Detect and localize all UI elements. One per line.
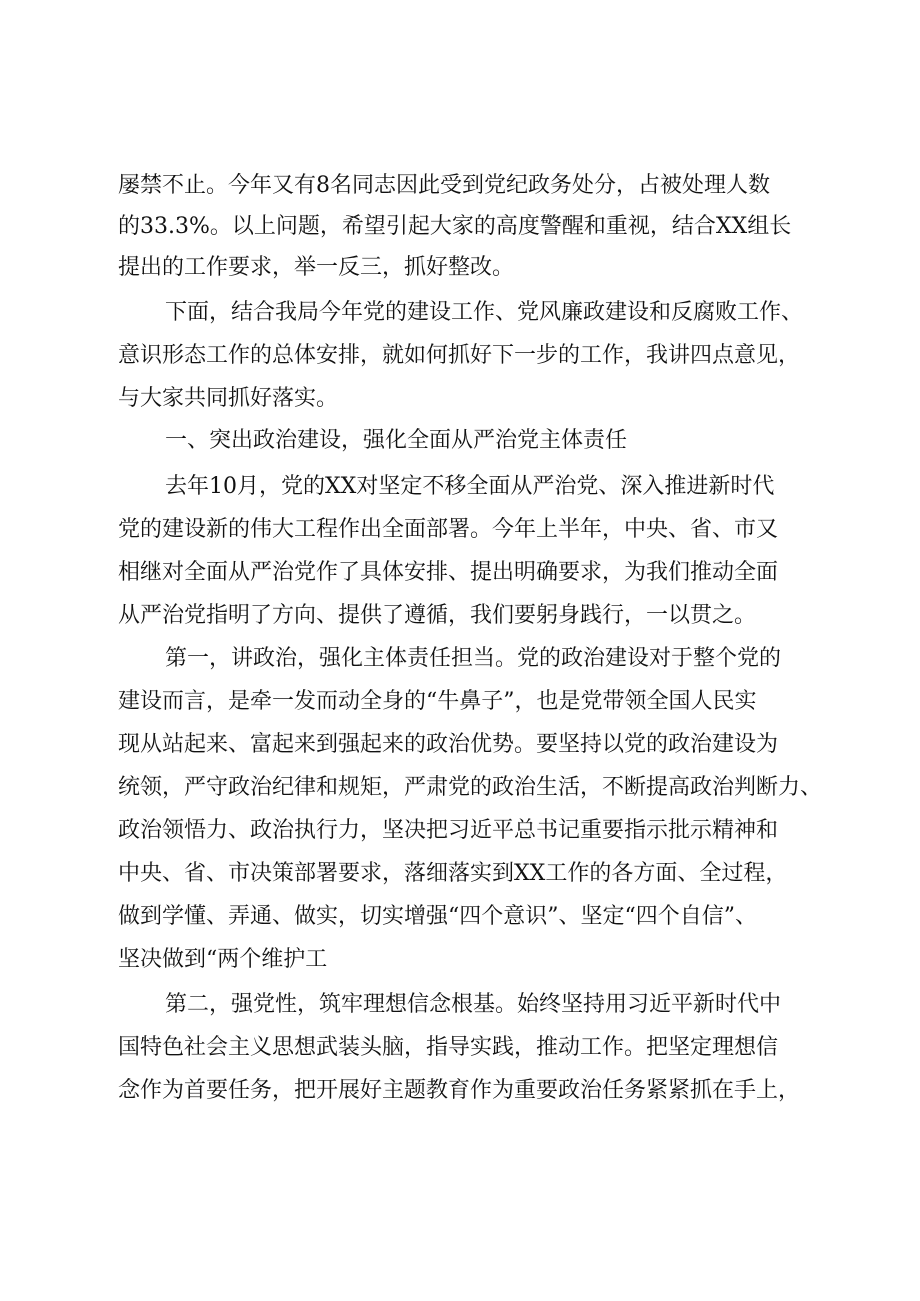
paragraph-line: 的33.3%。以上问题，希望引起大家的高度警醒和重视，结合XX组长 — [118, 214, 792, 239]
paragraph-line: 第二，强党性，筑牢理想信念根基。始终坚持用习近平新时代中 — [165, 992, 782, 1017]
paragraph-line: 与大家共同抓好落实。 — [118, 386, 339, 411]
paragraph-line: 国特色社会主义思想武装头脑，指导实践，推动工作。把坚定理想信 — [118, 1035, 779, 1060]
paragraph-line: 去年10月，党的XX对坚定不移全面从严治党、深入推进新时代 — [165, 474, 775, 499]
paragraph-line: 政治领悟力、政治执行力，坚决把习近平总书记重要指示批示精神和 — [118, 818, 779, 843]
section-heading: 一、突出政治建设，强化全面从严治党主体责任 — [165, 428, 628, 453]
paragraph-line: 相继对全面从严治党作了具体安排、提出明确要求，为我们推动全面 — [118, 560, 779, 585]
paragraph-line: 第一，讲政治，强化主体责任担当。党的政治建设对于整个党的 — [165, 646, 782, 671]
paragraph-line: 建设而言，是牵一发而动全身的“牛鼻子”，也是党带领全国人民实 — [118, 689, 757, 714]
paragraph-line: 意识形态工作的总体安排，就如何抓好下一步的工作，我讲四点意见， — [118, 343, 801, 368]
paragraph-line: 统领，严守政治纪律和规矩，严肃党的政治生活，不断提高政治判断力、 — [118, 775, 823, 800]
paragraph-line: 屡禁不止。今年又有8名同志因此受到党纪政务处分，占被处理人数 — [118, 173, 770, 198]
paragraph-line: 中央、省、市决策部署要求，落细落实到XX工作的各方面、全过程， — [118, 861, 788, 886]
paragraph-line: 下面，结合我局今年党的建设工作、党风廉政建设和反腐败工作、 — [165, 300, 804, 325]
paragraph-line: 从严治党指明了方向、提供了遵循，我们要躬身践行，一以贯之。 — [118, 603, 757, 628]
paragraph-line: 现从站起来、富起来到强起来的政治优势。要坚持以党的政治建设为 — [118, 732, 779, 757]
paragraph-line: 做到学懂、弄通、做实，切实增强“四个意识”、坚定“四个自信”、 — [118, 904, 757, 929]
paragraph-line: 念作为首要任务，把开展好主题教育作为重要政治任务紧紧抓在手上， — [118, 1078, 801, 1103]
paragraph-line: 提出的工作要求，举一反三，抓好整改。 — [118, 255, 515, 280]
paragraph-line: 坚决做到“两个维护工 — [118, 947, 328, 972]
paragraph-line: 党的建设新的伟大工程作出全面部署。今年上半年，中央、省、市又 — [118, 517, 779, 542]
